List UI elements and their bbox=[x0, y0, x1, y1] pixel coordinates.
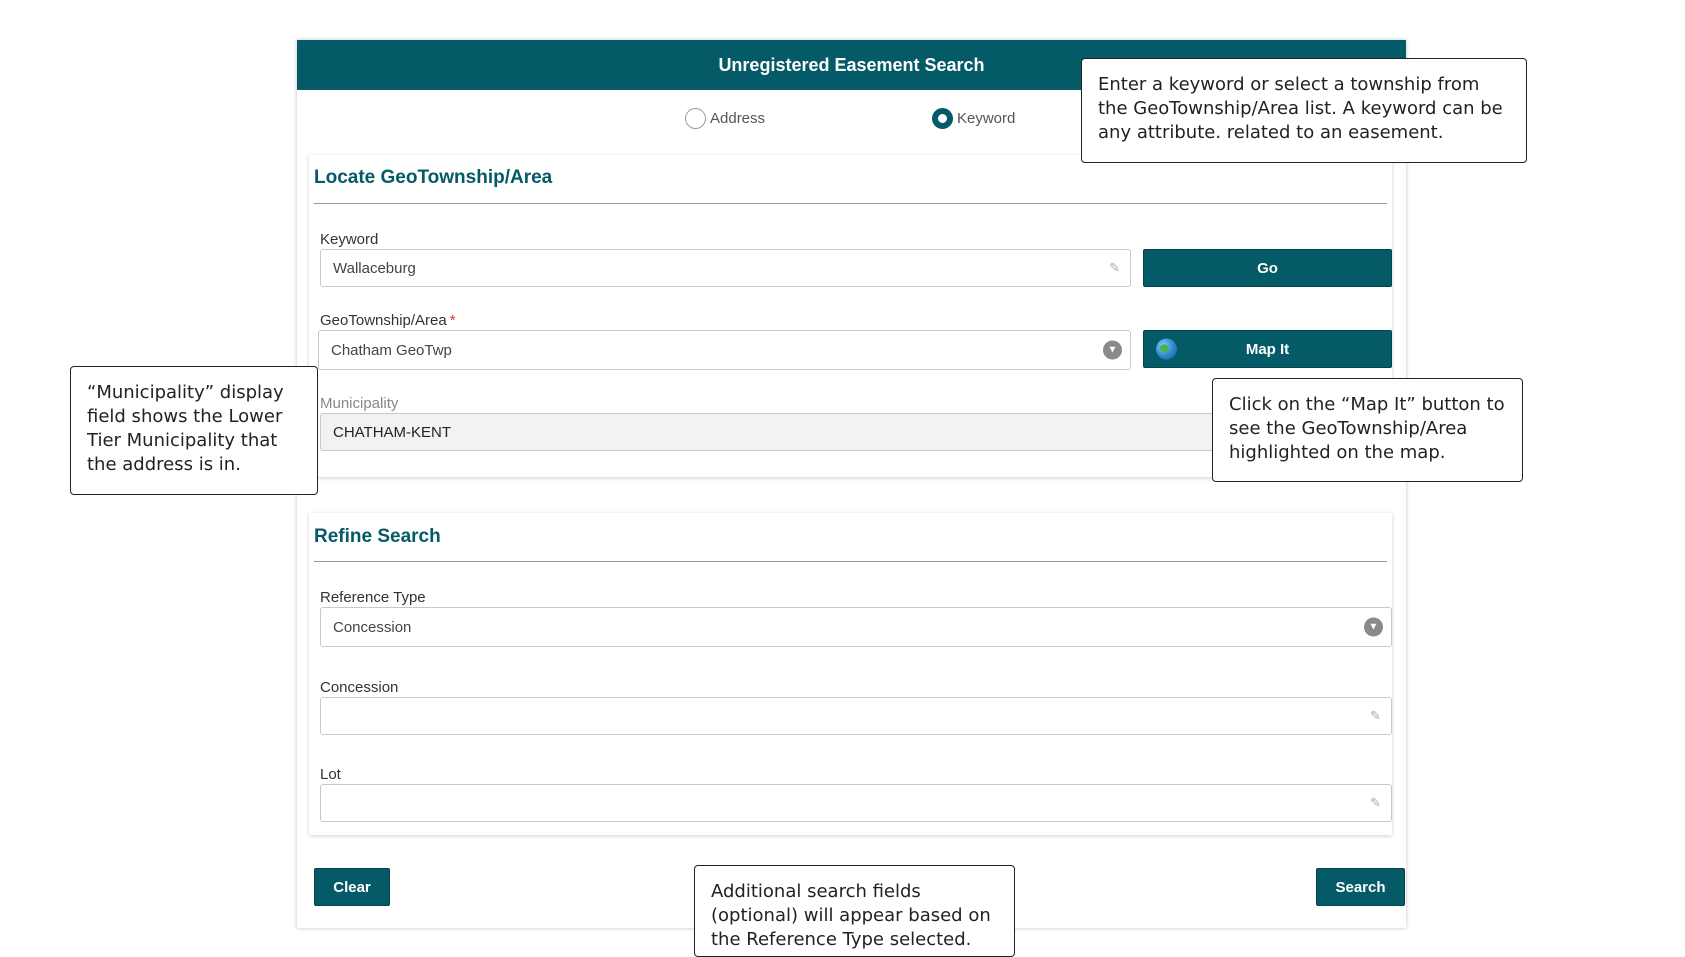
chevron-down-icon[interactable]: ▼ bbox=[1364, 618, 1383, 637]
search-button-label: Search bbox=[1335, 878, 1386, 896]
callout-keyword-help: Enter a keyword or select a township from the GeoTownship/Area list. A keyword can be any attribute. related to an easement. bbox=[1081, 58, 1527, 163]
reference-type-select[interactable] bbox=[320, 607, 1392, 647]
callout-municipality-help: “Municipality” display field shows the Lower Tier Municipality that the address is in. bbox=[70, 366, 318, 495]
search-button[interactable] bbox=[1316, 868, 1405, 906]
pencil-icon: ✎ bbox=[1370, 708, 1381, 723]
map-it-button[interactable] bbox=[1143, 330, 1392, 368]
easement-search-panel bbox=[297, 40, 1406, 928]
lot-label: Lot bbox=[320, 766, 341, 783]
geotownship-select[interactable] bbox=[318, 330, 1131, 370]
callout-additional-fields-help: Additional search fields (optional) will appear based on the Reference Type selected. bbox=[694, 865, 1015, 957]
reference-type-value: Concession bbox=[333, 618, 412, 636]
keyword-value: Wallaceburg bbox=[333, 259, 416, 277]
keyword-label: Keyword bbox=[320, 231, 379, 248]
keyword-input[interactable] bbox=[320, 249, 1131, 287]
geotownship-value: Chatham GeoTwp bbox=[331, 341, 452, 359]
lot-input[interactable] bbox=[320, 784, 1392, 822]
globe-icon bbox=[1156, 339, 1177, 360]
refine-title: Refine Search bbox=[314, 526, 441, 547]
concession-label: Concession bbox=[320, 679, 399, 696]
pencil-icon: ✎ bbox=[1370, 795, 1381, 810]
concession-input[interactable] bbox=[320, 697, 1392, 735]
municipality-label: Municipality bbox=[320, 395, 399, 412]
clear-button-label: Clear bbox=[333, 878, 371, 896]
callout-map-it-help: Click on the “Map It” button to see the GeoTownship/Area highlighted on the map. bbox=[1212, 378, 1523, 482]
radio-keyword-circle[interactable] bbox=[932, 108, 953, 129]
reference-type-label: Reference Type bbox=[320, 589, 426, 606]
go-button[interactable] bbox=[1143, 249, 1392, 287]
geotownship-label bbox=[320, 312, 456, 329]
radio-keyword-label: Keyword bbox=[957, 110, 1016, 127]
geotownship-label-text: GeoTownship/Area bbox=[320, 312, 447, 329]
chevron-down-icon[interactable]: ▼ bbox=[1103, 341, 1122, 360]
radio-address-label: Address bbox=[710, 110, 766, 127]
go-button-label: Go bbox=[1257, 259, 1278, 277]
refine-divider bbox=[314, 561, 1387, 562]
radio-keyword[interactable] bbox=[932, 108, 1015, 129]
radio-address-circle[interactable] bbox=[685, 108, 706, 129]
radio-address[interactable] bbox=[685, 108, 765, 129]
page-title-text: Unregistered Easement Search bbox=[718, 54, 985, 75]
clear-button[interactable] bbox=[314, 868, 390, 906]
municipality-value: CHATHAM-KENT bbox=[333, 423, 452, 441]
pencil-icon: ✎ bbox=[1109, 260, 1120, 275]
refine-section bbox=[309, 513, 1392, 835]
locate-title: Locate GeoTownship/Area bbox=[314, 167, 553, 188]
required-marker: * bbox=[449, 312, 456, 329]
map-it-label: Map It bbox=[1245, 340, 1290, 358]
locate-divider bbox=[314, 203, 1387, 204]
